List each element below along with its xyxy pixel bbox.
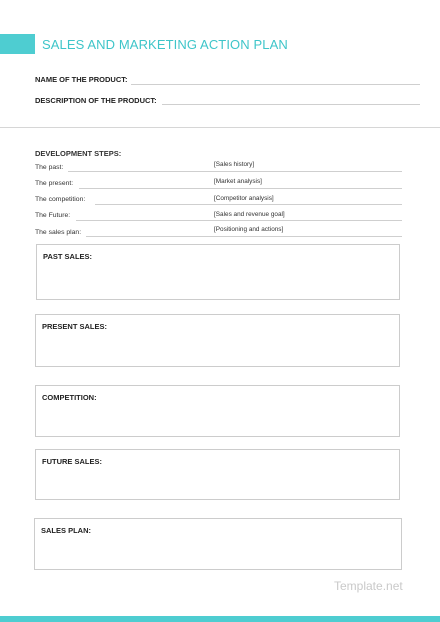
step-line-sales-plan	[86, 236, 402, 237]
step-line-present	[79, 188, 402, 189]
past-sales-box[interactable]	[36, 244, 400, 300]
future-sales-box[interactable]	[35, 449, 400, 500]
step-value-present[interactable]: [Market analysis]	[214, 178, 262, 185]
watermark: Template.net	[334, 579, 403, 593]
step-value-future[interactable]: [Sales and revenue goal]	[214, 211, 285, 218]
present-sales-box[interactable]	[35, 314, 400, 367]
section-divider	[0, 127, 440, 128]
product-description-field[interactable]	[162, 104, 420, 105]
sales-plan-box[interactable]	[34, 518, 402, 570]
competition-label: COMPETITION:	[42, 393, 97, 402]
page-title: SALES AND MARKETING ACTION PLAN	[42, 37, 288, 52]
footer-accent-bar	[0, 616, 440, 622]
step-label-present: The present:	[35, 180, 74, 187]
step-label-past: The past:	[35, 164, 64, 171]
step-label-competition: The competition:	[35, 196, 86, 203]
step-label-future: The Future:	[35, 212, 71, 219]
step-line-future	[76, 220, 402, 221]
step-line-past	[68, 171, 402, 172]
step-value-sales-plan[interactable]: [Positioning and actions]	[214, 226, 284, 233]
development-steps-heading: DEVELOPMENT STEPS:	[35, 149, 122, 158]
product-description-label: DESCRIPTION OF THE PRODUCT:	[35, 96, 157, 105]
header-accent-bar	[0, 34, 35, 54]
future-sales-label: FUTURE SALES:	[42, 457, 102, 466]
past-sales-label: PAST SALES:	[43, 252, 93, 261]
sales-plan-label: SALES PLAN:	[41, 526, 92, 535]
step-value-competition[interactable]: [Competitor analysis]	[214, 195, 274, 202]
step-label-sales-plan: The sales plan:	[35, 229, 82, 236]
step-line-competition	[95, 204, 402, 205]
product-name-label: NAME OF THE PRODUCT:	[35, 75, 128, 84]
present-sales-label: PRESENT SALES:	[42, 322, 108, 331]
product-name-field[interactable]	[131, 84, 420, 85]
step-value-past[interactable]: [Sales history]	[214, 161, 255, 168]
competition-box[interactable]	[35, 385, 400, 437]
